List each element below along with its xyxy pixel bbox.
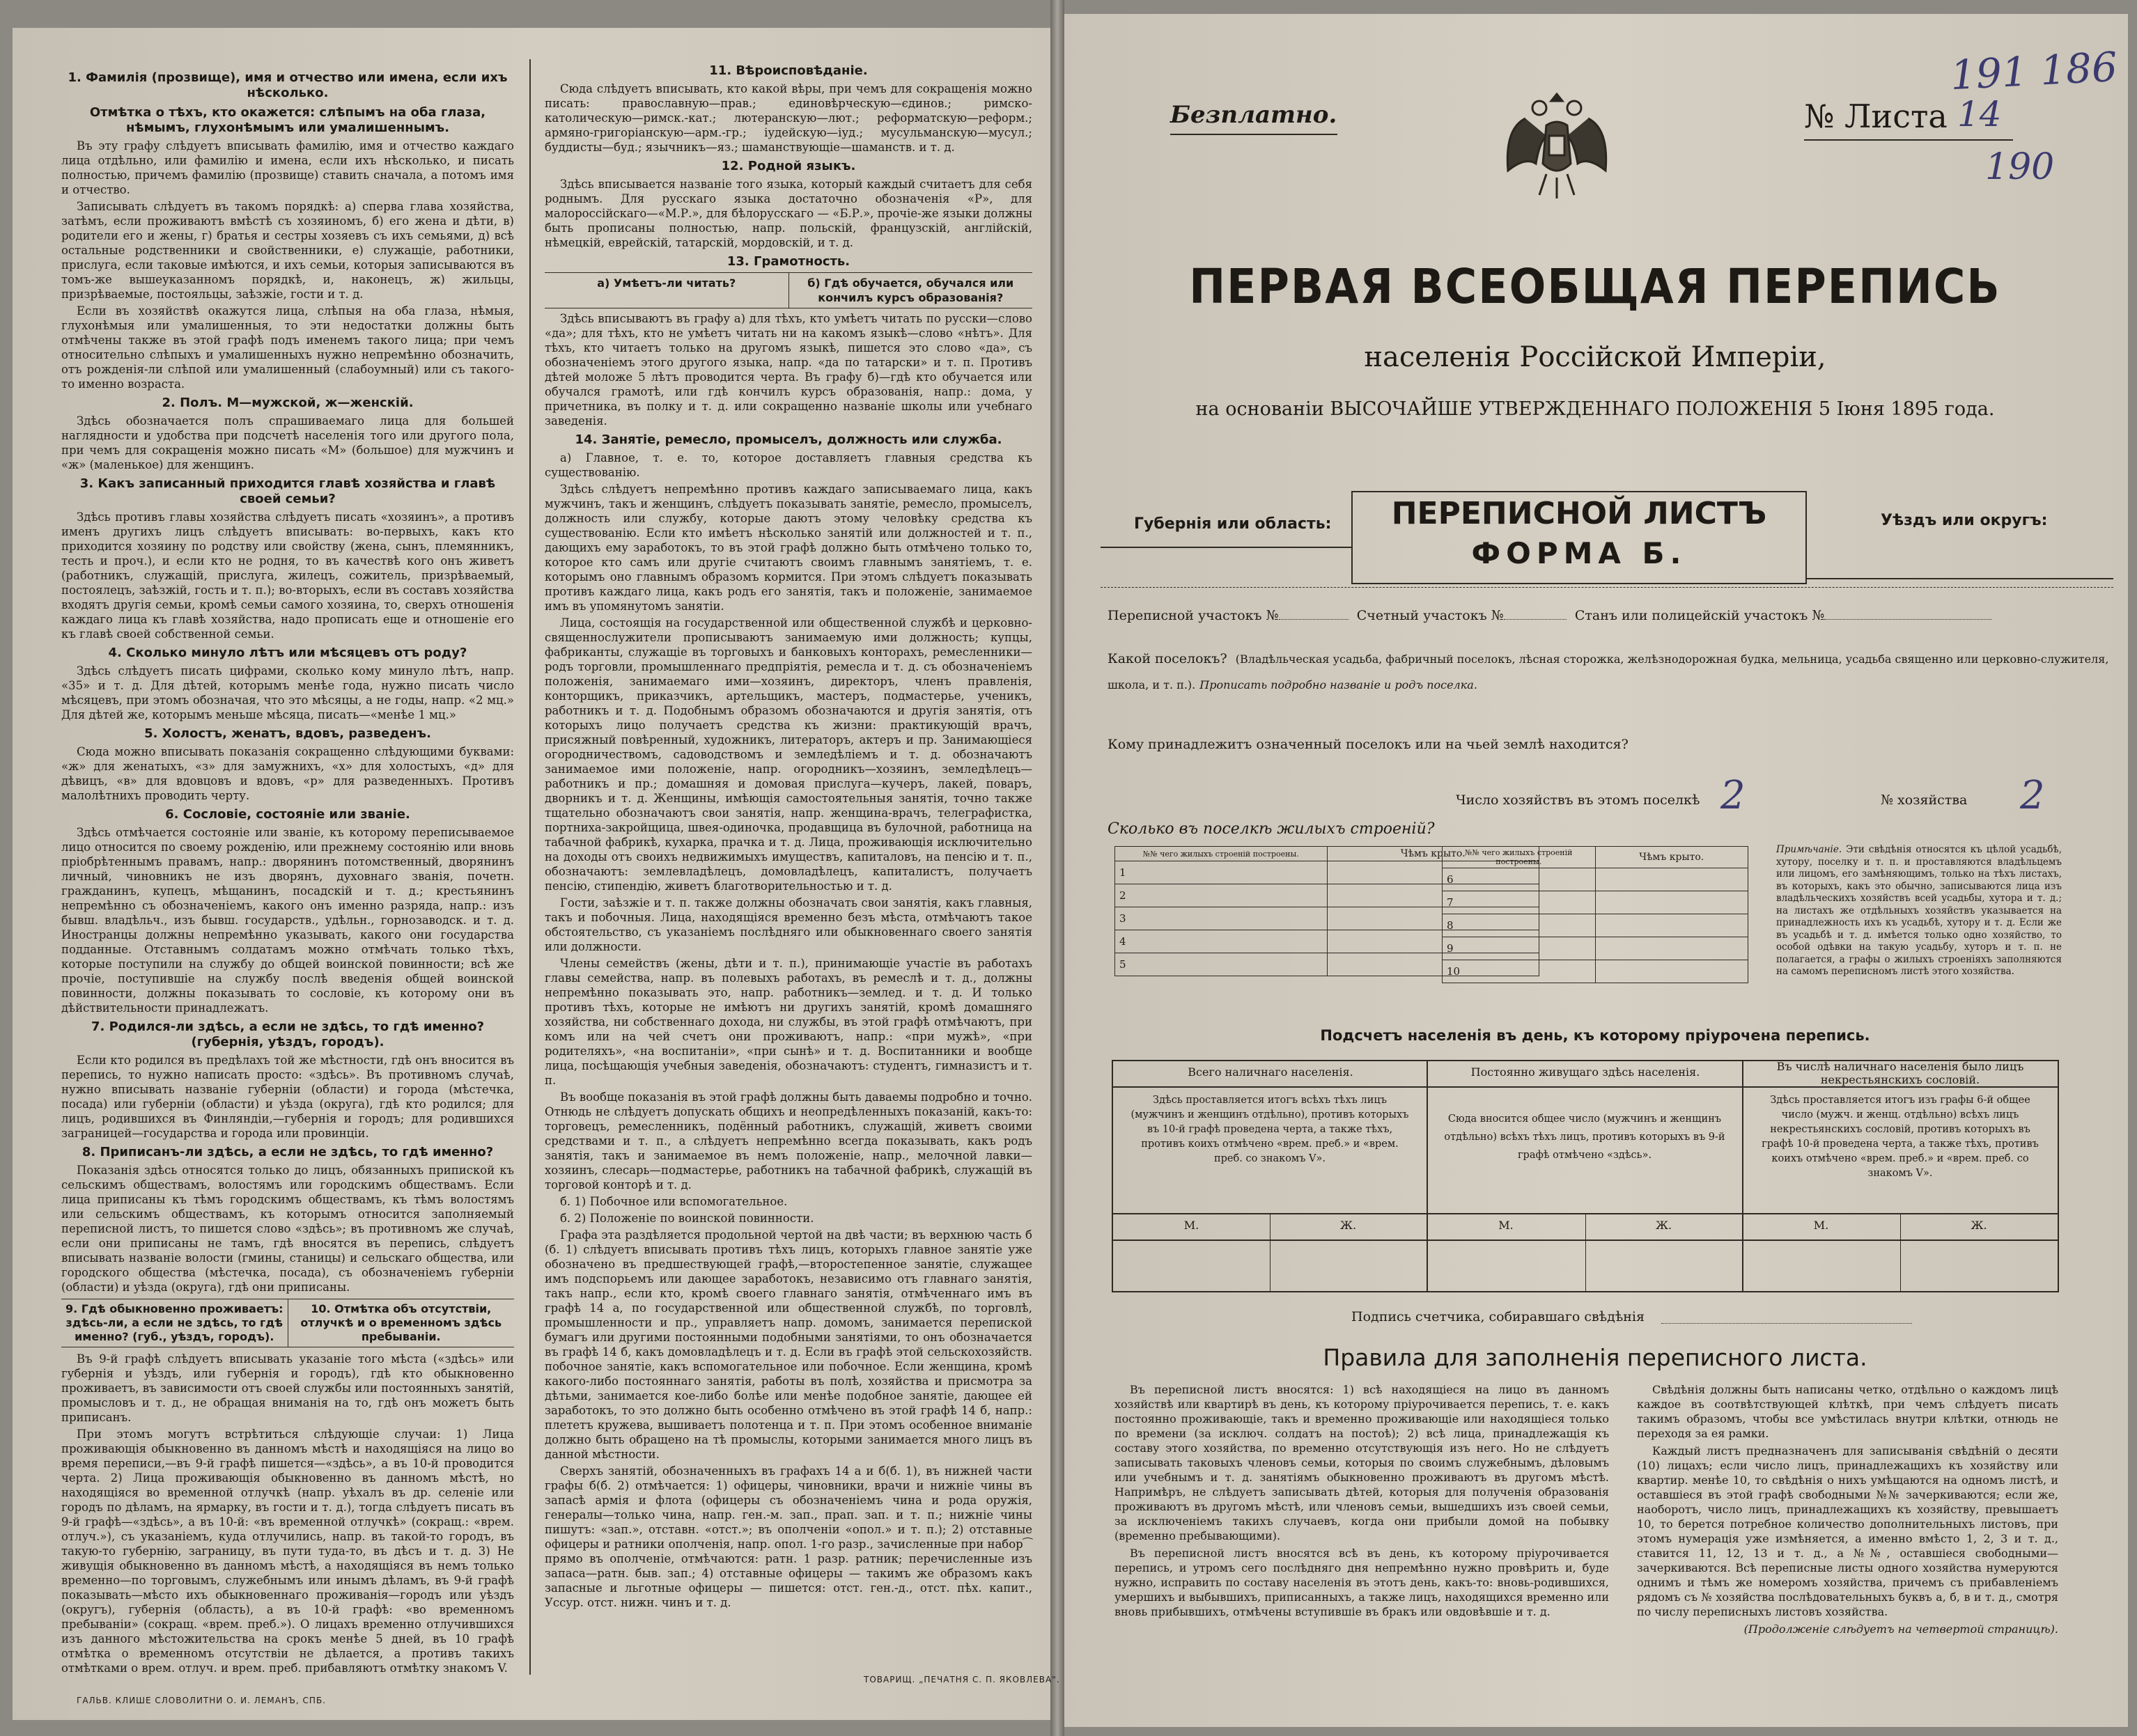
count-col-sep	[1742, 1061, 1743, 1291]
bld-row[interactable]: 6	[1443, 868, 1596, 891]
instruction-paragraph: Въ 9-й графѣ слѣдуетъ вписывать указаніе того мѣста («здѣсь» или губернія и уѣздъ, или губернія и городъ), гдѣ кто обыкновенно проживаетъ, въ зависимости отъ своей службы или постоянныхъ занятій, промысловъ и т. д., не обращая вниманія на то, гдѣ онъ можетъ быть приписанъ.	[61, 1352, 514, 1424]
instruction-paragraph: Записывать слѣдуетъ въ такомъ порядкѣ: а) сперва глава хозяйства, затѣмъ, если проживаютъ вмѣстѣ съ хозяиномъ, б) его жена и дѣти, в) родители его и жены, г) братья и сестры хозяевъ съ ихъ семьями, д) всѣ остальные родственники и свойственники, е) служащіе, работники, прислуга, если таковые имѣются, и ихъ семьи, которыя записываются въ томъ-же вышеуказанномъ порядкѣ, и, наконецъ, ж) жильцы, призрѣваемые, постояльцы, заѣзжіе, гости и т. д.	[61, 200, 514, 301]
instructions-column-1	[61, 66, 514, 1678]
literacy-subheader	[545, 272, 1032, 308]
literacy-sub-a: а) Умѣетъ-ли читать?	[545, 273, 789, 308]
literacy-sub-b: б) Гдѣ обучается, обучался или кончилъ курсъ образованія?	[807, 276, 1014, 304]
free-underline	[1170, 134, 1337, 135]
rules-paragraph: Въ переписной листъ вносятся всѣ въ день, къ которому пріурочивается перепись, и утромъ сего послѣдняго дня непремѣнно нужно провѣрить и, буде нужно, исправить по составу населенія въ этотъ день, какъ-то: вновь-родившихся, умершихъ и выбывшихъ, приписанныхъ, а также лицъ, находящихся временно или вновь прибывшихъ, отмѣчены вступившіе въ бракъ или овдовѣвшіе и т. д.	[1114, 1547, 1609, 1618]
form-title: ПЕРЕПИСНОЙ ЛИСТЪ	[1391, 496, 1767, 531]
bld-roof-cell[interactable]	[1595, 891, 1748, 914]
instructions-column-2	[545, 59, 1032, 1612]
free-label: Безплатно.	[1170, 101, 1337, 129]
census-title: ПЕРВАЯ ВСЕОБЩАЯ ПЕРЕПИСЬ	[1189, 258, 2001, 315]
note-text: Эти свѣдѣнія относятся къ цѣлой усадьбѣ, хутору, поселку и т. п. и проставляются владѣльцемъ или лицомъ, его замѣняющимъ, только на тѣхъ листахъ, въ которыхъ, какъ это обычно, записываются лица изъ владѣльческихъ хозяйствъ всей усадьбы, хутора и т. д.; на листахъ же отдѣльныхъ хозяйствъ указывается на принадлежность ихъ къ усадьбѣ, хутору и т. д. Если же въ усадьбѣ и т. д. имѣется только одно хозяйство, то особой одѣвки на такую усадьбу, хуторъ и т. п. не полагается, а графы о жилыхъ строеніяхъ заполняются на самомъ переписномъ листѣ этого хозяйства.	[1776, 844, 2062, 977]
instruction-heading: 4. Сколько минуло лѣтъ или мѣсяцевъ отъ роду?	[108, 646, 467, 660]
buildings-label: Сколько въ поселкѣ жилыхъ строеній?	[1108, 820, 1435, 838]
count-col-text-2: Сюда вносится общее число (мужчинъ и женщинъ отдѣльно) всѣхъ тѣхъ лицъ, противъ которыхъ въ 9-й графѣ отмѣчено «здѣсь».	[1444, 1113, 1725, 1161]
household-no-value: 2	[2020, 773, 2045, 818]
bld-header-1: №№ чего жилыхъ строеній построены.	[1443, 847, 1596, 868]
note-title: Примѣчаніе.	[1776, 844, 1842, 855]
household-no-label: № хозяйства	[1881, 792, 1968, 808]
count-zh-label: Ж.	[1655, 1219, 1672, 1232]
instruction-paragraph: Здѣсь слѣдуетъ непремѣнно противъ каждаго записываемаго лица, какъ мужчинъ, такъ и женщинъ, слѣдуетъ показывать занятіе, ремесло, промыселъ, должность или службу, которые даютъ этому человѣку средства къ существованію. Если кто имѣетъ нѣсколько занятій или должностей и т. п., дающихъ ему заработокъ, то въ этой графѣ должно быть отмѣчено только то, которое кто самъ или другіе считаютъ своимъ главнымъ занятіемъ, т. е. которымъ оно главнымъ образомъ кормится. При этомъ слѣдуетъ показывать противъ каждаго лица, какъ родъ его занятія, такъ и положеніе, занимаемое имъ въ упомянутомъ занятіи.	[545, 483, 1032, 613]
instruction-paragraph: Здѣсь отмѣчается состояніе или званіе, къ которому переписываемое лицо относится по своему рожденію, или прежнему состоянію или вновь пріобрѣтеннымъ правамъ, напр.: дворянинъ потомственный, дворянинъ личный, чиновникъ не изъ дворянъ, духовнаго званія, почетн. гражданинъ, купецъ, мѣщанинъ, посадскій и т. д.; крестьянинъ непремѣнно съ обозначеніемъ, какого онъ именно разряда, напр.: изъ бывш. владѣльч., изъ бывш. государств., удѣльн., горнозаводск. и т. д. Иностранцы должны непремѣнно указывать, какого они государства подданные. Отставнымъ солдатамъ можно отмѣчать только тѣхъ, которые поступили на службу до общей воинской повинности; всѣ же прочіе, поступившіе на службу послѣ введенія общей воинской повинности, должны показывать то сословіе, къ которому они въ дѣйствительности принадлежатъ.	[61, 826, 514, 1015]
count-zh-label: Ж.	[1971, 1219, 1987, 1232]
instruction-paragraph: Лица, состоящія на государственной или общественной службѣ и церковно-священнослужители прописываютъ занимаемую ими должность; купцы, фабриканты, служащіе въ торговыхъ и банковыхъ конторахъ, ремесленники—родъ торговли, промышленнаго предпріятія, ремесла и т. д. съ обозначеніемъ положенія, занимаемаго ими—хозяинъ, директоръ, членъ правленія, конторщикъ, приказчикъ, артельщикъ, мастеръ, подмастерье, ученикъ, работникъ и т. д. Подобнымъ образомъ обозначаются и другія занятія, отъ которыхъ лицо получаетъ средства къ жизни: практикующій врачъ, присяжный повѣренный, художникъ, литераторъ, актеръ и пр. Занимающіеся огородничествомъ, садоводствомъ и земледѣліемъ и т. д. обозначаютъ занимаемое ими положеніе, напр. огородникъ—хозяинъ, земледѣлецъ—работникъ и пр.; домашняя и домовая прислуга—кучеръ, лакей, поваръ, дворникъ и т. д. Женщины, имѣющія самостоятельныя занятія, точно также тщательно обозначаютъ свои занятія, напр. женщина-врачъ, телеграфистка, портниха-закройщица, швея-одиночка, продавщица въ булочной, работница на табачной фабрикѣ, кухарка, прачка и т. д. Лица, проживающія исключительно на доходы отъ своихъ недвижимыхъ имуществъ, капиталовъ, на пенсію и т. п., обозначаютъ: землевладѣлецъ, домовладѣлецъ, капиталистъ, получаетъ пенсію, стипендію, живетъ благотворительностью и т. д.	[545, 616, 1032, 893]
count-col-text-1: Здѣсь проставляется итогъ всѣхъ тѣхъ лицъ (мужчинъ и женщинъ отдѣльно), противъ которыхъ въ 10-й графѣ проведена черта, а также тѣхъ, противъ коихъ отмѣчено «врем. преб.» и «врем. преб. со знакомъ V».	[1130, 1095, 1409, 1164]
bld-row[interactable]: 7	[1443, 891, 1596, 914]
poselok-hint-2: Прописать подробно названіе и родъ поселка.	[1199, 678, 1477, 691]
count-header-line	[1113, 1086, 2058, 1088]
instruction-paragraph: Показанія здѣсь относятся только до лицъ, обязанныхъ припиской къ сельскимъ обществамъ, волостямъ или городскимъ обществамъ. Если лица приписаны къ тѣмъ городскимъ обществамъ, къ тѣмъ волостямъ или сельскимъ обществамъ, къ которымъ относится заполняемый переписной листъ, то пишется слово «здѣсь»; въ противномъ же случаѣ, если они приписаны не тамъ, гдѣ вносятся въ перепись, слѣдуетъ вписывать названіе волости (гмины, станицы) и сельскаго общества, или городского общества (мѣстечка, посада), съ обозначеніемъ губерніи (области) и уѣзда (округа), гдѣ они приписаны.	[61, 1164, 514, 1294]
bld-header-2: Чѣмъ крыто.	[1595, 847, 1748, 868]
instruction-paragraph: Здѣсь противъ главы хозяйства слѣдуетъ писать «хозяинъ», а противъ именъ другихъ лицъ слѣдуетъ вписывать: во-первыхъ, какъ кто приходится хозяину по родству или свойству (жена, сынъ, племянникъ, тесть и проч.), и если кто не родня, то въ качествѣ кого онъ живетъ (работникъ, служащій, прислуга, жилецъ, сожитель, призрѣваемый, постоялецъ, заѣзжій, гость и т. п.); во-вторыхъ, если въ составъ хозяйства входятъ другія семьи, кромѣ семьи самого хозяина, то, сверхъ отношенія каждаго лица къ главѣ хозяйства, надо прописать еще и отношеніе его къ главѣ своей собственной семьи.	[61, 510, 514, 641]
bld-roof-cell[interactable]	[1595, 914, 1748, 937]
uchastok-field[interactable]	[1279, 619, 1349, 620]
instruction-paragraph: Если въ хозяйствѣ окажутся лица, слѣпыя на оба глаза, нѣмыя, глухонѣмыя или умалишенныя, то эти недостатки должны быть отмѣчены также въ этой графѣ подъ именемъ такого лица; при чемъ относительно слѣпыхъ и умалишенныхъ нужно непремѣнно обозначить, отъ рожденія-ли слѣпой или умалишенный (слабоумный) или съ такого-то именно возраста.	[61, 304, 514, 391]
bld-row[interactable]: 8	[1443, 914, 1596, 937]
form-type: ФОРМА Б.	[1471, 536, 1687, 570]
gubernia-line	[1101, 547, 1351, 548]
schetnyi-field[interactable]	[1504, 619, 1567, 620]
count-col-text-3: Здѣсь проставляется итогъ изъ графы 6-й общее число (мужч. и женщ. отдѣльно) всѣхъ лицъ некрестьянскихъ сословій, противъ которыхъ въ графѣ 10-й проведена черта, а также тѣхъ, противъ коихъ отмѣчено «врем. преб.» и «врем. преб. со знакомъ V».	[1762, 1095, 2039, 1179]
printer-footer-right: ТОВАРИЩ. „ПЕЧАТНЯ С. П. ЯКОВЛЕВА".	[864, 1675, 1060, 1684]
uchastok-label: Переписной участокъ №	[1108, 608, 1279, 623]
instruction-paragraph: Сюда слѣдуетъ вписывать, кто какой вѣры, при чемъ для сокращенія можно писать: православную—прав.; единовѣрческую—єдинов.; римско-католическую—римск.-кат.; лютеранскую—лют.; реформатскую—реформ.; армяно-григоріанскую—арм.-гр.; іудейскую—іуд.; мусульманскую—мусул.; буддисты—буд.; язычникъ—яз.; шаманствующіе—шаманств. и т. д.	[545, 82, 1032, 154]
instruction-paragraph: Сверхъ занятій, обозначенныхъ въ графахъ 14 а и б(б. 1), въ нижней части графы б(б. 2) отмѣчается: 1) офицеры, чиновники, врачи и нижніе чины въ запасѣ армія и флота (офицеры съ обозначеніемъ чина и рода оружія, генералы—только чина, напр. ген.-м. зап., прап. зап. и т. п.; нижніе чины пишутъ: «зап.», отставн. «отст.»; въ ополченіи «опол.» и т. п.); 2) отставные офицеры и ратники ополченія, напр. опол. 1-го разр., зачисленные при набор⁀ прямо въ ополченіе, отмѣчаются: ратн. 1 разр. ратник; перечисленные изъ запаса—ратн. быв. зап.; 4) отставные офицеры — такимъ же образомъ какъ запасные и льготные офицеры — пишется: отст. ген.-д., отст. пѣх. капит., Уссур. отст. нижн. чинъ и т. д.	[545, 1464, 1032, 1609]
bld-roof-cell[interactable]	[1595, 868, 1748, 891]
instruction-heading: 11. Вѣроисповѣданіе.	[709, 63, 868, 78]
count-title: Подсчетъ населенія въ день, къ которому пріурочена перепись.	[1320, 1027, 1870, 1044]
count-m-label: М.	[1183, 1219, 1199, 1232]
instruction-heading: 5. Холостъ, женатъ, вдовъ, разведенъ.	[144, 726, 431, 741]
uezd-line	[1807, 578, 2113, 579]
instruction-paragraph: б. 1) Побочное или вспомогательное.	[560, 1195, 788, 1208]
continued-note: (Продолженіе слѣдуетъ на четвертой страницѣ).	[1743, 1622, 2058, 1636]
instruction-heading: 8. Приписанъ-ли здѣсь, а если не здѣсь, то гдѣ именно?	[81, 1145, 494, 1159]
count-zh-label: Ж.	[1339, 1219, 1357, 1232]
handwritten-list-number-2: 190	[1985, 146, 2055, 188]
instruction-paragraph: Въ вообще показанія въ этой графѣ должны быть даваемы подробно и точно. Отнюдь не слѣдуетъ допускать общихъ и неопредѣленныхъ показаній, какъ-то: торговецъ, ремесленникъ, подённый работникъ, служащій, живетъ своими средствами и т. п., а слѣдуетъ непремѣнно всегда показывать, какъ родъ занятія, такъ и занимаемое въ немъ положеніе, напр., мелочной лавки—хозяинъ, слесарь—подмастерье, работникъ на табачной фабрикѣ, служащій въ торговой конторѣ и т. д.	[545, 1090, 1032, 1191]
instruction-heading: 14. Занятіе, ремесло, промыселъ, должность или служба.	[575, 432, 1002, 447]
count-col-sep	[1427, 1061, 1428, 1291]
households-label: Число хозяйствъ въ этомъ поселкѣ	[1456, 792, 1700, 808]
instruction-heading: 12. Родной языкъ.	[721, 159, 856, 173]
instruction-paragraph: Если кто родился въ предѣлахъ той же мѣстности, гдѣ онъ вносится въ перепись, то нужно написать просто: «здѣсь». Въ противномъ случаѣ, нужно вписывать названіе губерніи (области) и города (мѣстечка, посада) или губерніи (области) и уѣзда (округа), гдѣ кто родился; для лицъ, родившихся въ Финляндіи,—губернія и городъ; для родившихся заграницей—государства и города или провинціи.	[61, 1054, 514, 1140]
instruction-heading: 3. Какъ записанный приходится главѣ хозяйства и главѣ своей семьи?	[79, 476, 496, 506]
instruction-paragraph: Здѣсь слѣдуетъ писать цифрами, сколько кому минуло лѣтъ, напр. «35» и т. д. Для дѣтей, которымъ менѣе года, нужно писать число мѣсяцевъ, при этомъ обозначая, что это мѣсяцы, а не годы, напр. «2 мц.» Для дѣтей же, которымъ меньше мѣсяца, писать—«менѣе 1 мц.»	[61, 664, 514, 721]
handwritten-sheet-numbers: 191 186	[1949, 42, 2119, 100]
instruction-paragraph: Здѣсь вписываютъ въ графу а) для тѣхъ, кто умѣетъ читать по русски—слово «да»; для тѣхъ, кто не умѣетъ читать ни на какомъ языкѣ—слово «нѣтъ». Для тѣхъ, кто читаетъ только на другомъ языкѣ, пишется это слово «да», съ обозначеніемъ этого другого языка, напр. «да по татарски» и т. п. Противъ дѣтей моложе 5 лѣтъ проводится черта. Въ графу б)—гдѣ кто обучается или обучался грамотѣ, или гдѣ кончилъ курсъ образованія, напр.: дома, у причетника, въ полку и т. д. или сокращенно названіе школы или учебнаго заведенія.	[545, 312, 1032, 428]
count-col-header-1: Всего наличнаго населенія.	[1188, 1065, 1353, 1079]
bld-header-1: №№ чего жилыхъ строеній построены.	[1115, 847, 1328, 861]
poselok-hint: (Владѣльческая усадьба, фабричный поселокъ, лѣсная сторожка, желѣзнодорожная будка, мельница, усадьба священно или церковно-служителя, школа, и т. п.).	[1108, 652, 2109, 691]
column-separator	[529, 59, 531, 1675]
instruction-paragraph: Здѣсь обозначается полъ спрашиваемаго лица для большей наглядности и удобства при подсчетѣ населенія того или другого пола, при чемъ для сокращенія можно писать «М» (большое) для мужчинъ и «ж» (маленькое) для женщинъ.	[61, 414, 514, 471]
buildings-note	[1776, 844, 2062, 978]
bld-row[interactable]: 10	[1443, 960, 1596, 983]
absence-heading: 10. Отмѣтка объ отсутствіи, отлучкѣ и о временномъ здѣсь пребываніи.	[300, 1302, 502, 1343]
owner-label: Кому принадлежитъ означенный поселокъ или на чьей землѣ находится?	[1108, 737, 1629, 752]
instruction-paragraph: Сюда можно вписывать показанія сокращенно слѣдующими буквами: «ж» для женатыхъ, «з» для замужнихъ, «х» для холостыхъ, «д» для дѣвицъ, «в» для вдовцовъ и вдовъ, «р» для разведенныхъ. Противъ малолѣтнихъ проводить черту.	[61, 745, 514, 802]
list-number-label: № Листа	[1804, 97, 1948, 135]
poselok-label: Какой поселокъ?	[1108, 651, 1227, 666]
stan-field[interactable]	[1824, 619, 1991, 620]
header-divider	[1101, 587, 2113, 588]
signature-label: Подпись счетчика, собиравшаго свѣдѣнія	[1351, 1309, 1645, 1324]
residence-heading: 9. Гдѣ обыкновенно проживаетъ: здѣсь-ли, а если не здѣсь, то гдѣ именно? (губ., уѣздъ, городъ).	[61, 1299, 288, 1347]
instruction-paragraph: Въ эту графу слѣдуетъ вписывать фамилію, имя и отчество каждаго лица отдѣльно, или фамилію и имена, если ихъ нѣсколько, и писать полностью, причемъ фамилію (прозвище) ставить сначала, а потомъ имя и отчество.	[61, 139, 514, 196]
bld-row[interactable]: 4	[1115, 930, 1328, 953]
rules-title: Правила для заполненія переписного листа.	[1323, 1344, 1867, 1371]
printer-footer-left: ГАЛЬВ. КЛИШЕ СЛОВОЛИТНИ О. И. ЛЕМАНЪ, СПБ.	[77, 1696, 327, 1705]
rules-paragraph: Въ переписной листъ вносятся: 1) всѣ находящіеся на лицо въ данномъ хозяйствѣ или квартирѣ въ день, къ которому пріурочивается перепись, т. е. какъ постоянно проживающіе, такъ и временно проживающіе или находящіеся только по времени (за исключ. солдатъ на постоѣ); 2) всѣ лица, принадлежащія къ составу этого хозяйства, по временно отсутствующія изъ него. Но не слѣдуетъ записывать таковыхъ членовъ семьи, которыя по своимъ служебнымъ, дѣловымъ или учебнымъ и т. д. занятіямъ обыкновенно проживаютъ въ другомъ мѣстѣ. Напримѣръ, не слѣдуетъ записывать дѣтей, которыя для полученія образованія проживаютъ въ другомъ мѣстѣ, или членовъ семьи, вышедшихъ изъ своей семьи, за исключеніемъ такихъ случаевъ, когда они прибыли домой на побывку (временно пребывающими).	[1114, 1383, 1609, 1542]
handwritten-list-number: 14	[1957, 94, 2002, 134]
bld-roof-cell[interactable]	[1595, 960, 1748, 983]
schetnyi-label: Счетный участокъ №	[1356, 608, 1504, 623]
bld-roof-cell[interactable]	[1595, 937, 1748, 960]
instruction-heading: 2. Полъ. М—мужской, ж—женскій.	[162, 396, 414, 410]
rules-column-left	[1114, 1382, 1609, 1619]
signature-line[interactable]	[1661, 1323, 1912, 1324]
bld-row[interactable]: 1	[1115, 861, 1328, 884]
instruction-heading: 1. Фамилія (прозвище), имя и отчество или имена, если ихъ нѣсколько.	[68, 70, 508, 100]
instruction-heading: 7. Родился-ли здѣсь, а если не здѣсь, то гдѣ именно? (губернія, уѣздъ, городъ).	[91, 1019, 485, 1049]
uchastok-row	[1108, 608, 1991, 623]
rules-paragraph: Свѣдѣнія должны быть написаны четко, отдѣльно о каждомъ лицѣ каждое въ соотвѣтствующей клѣткѣ, при чемъ слѣдуетъ писать такимъ образомъ, чтобы все умѣстилась внутри клѣтки, отнюдь не переходя за ея рамки.	[1637, 1383, 2058, 1440]
instruction-heading: Отмѣтка о тѣхъ, кто окажется: слѣпымъ на оба глаза, нѣмымъ, глухонѣмымъ или умалишеннымъ.	[89, 105, 486, 135]
instruction-paragraph: б. 2) Положеніе по воинской повинности.	[560, 1212, 814, 1225]
count-m-label: М.	[1498, 1219, 1514, 1232]
bld-row[interactable]: 9	[1443, 937, 1596, 960]
imperial-eagle-emblem	[1498, 80, 1616, 205]
instruction-paragraph: Гости, заѣзжіе и т. п. также должны обозначать свои занятія, какъ главныя, такъ и побочныя. Лица, находящіяся временно безъ мѣста, отмѣчаютъ такое обстоятельство, съ указаніемъ послѣдняго или обыкновеннаго своего занятія или должности.	[545, 896, 1032, 953]
instruction-heading: 13. Грамотность.	[726, 254, 850, 269]
stan-label: Станъ или полицейскій участокъ №	[1574, 608, 1825, 623]
instruction-paragraph: Члены семействъ (жены, дѣти и т. п.), принимающіе участіе въ работахъ главы семейства, напр. въ полевыхъ работахъ, въ ремеслѣ и т. д., должны непремѣнно показывать это, напр. работникъ—землед. и т. д. И только противъ тѣхъ, которые не имѣютъ ни другихъ занятій, кромѣ домашняго хозяйства, ни собственнаго дохода, ни службы, въ этой графѣ отмѣчаютъ, при комъ или на чей счетъ они проживаютъ, напр.: «при мужѣ», «при родителяхъ», «на воспитаніи», «при сынѣ» и т. д. Воспитанники и вообще лица, посѣщающія учебныя заведенія, обозначаютъ: студентъ, гимназистъ и т. п.	[545, 957, 1032, 1087]
rules-paragraph: Каждый листъ предназначенъ для записыванія свѣдѣній о десяти (10) лицахъ; если число лицъ, принадлежащихъ къ хозяйству или квартир. менѣе 10, то свѣдѣнія о нихъ умѣщаются на одномъ листѣ, и оставшіеся въ этой графѣ свободными №№ зачеркиваются; если же, наоборотъ, число лицъ, принадлежащихъ къ хозяйству, превышаетъ 10, то берется потребное количество дополнительныхъ листовъ, при этомъ нумерація уже измѣняется, а именно вмѣсто 1, 2, 3 и т. д., ставится 11, 12, 13 и т. д., а №№, оставшіеся свободными—зачеркиваются. Всѣ переписные листы одного хозяйства нумеруются однимъ и тѣмъ же номеромъ хозяйства, причемъ съ прибавленіемъ рядомъ съ № хозяйства послѣдовательныхъ буквъ а, б, в и т. д., смотря по числу переписныхъ листовъ хозяйства.	[1637, 1444, 2058, 1618]
count-col-header-3: Въ числѣ наличнаго населенія было лицъ некрестьянскихъ сословій.	[1776, 1060, 2024, 1086]
instruction-paragraph: При этомъ могутъ встрѣтиться слѣдующіе случаи: 1) Лица проживающія обыкновенно въ данномъ мѣстѣ и находящіяся на лицо во время переписи,—въ 9-й графѣ пишется—«здѣсь», а въ 10-й проводится черта. 2) Лица проживающія обыкновенно въ данномъ мѣстѣ, но находящіяся во временной отлучкѣ (напр. уѣхалъ въ др. селеніе или городъ по дѣламъ, на ярмарку, въ гости и т. д.), тогда слѣдуетъ писать въ 9-й графѣ—«здѣсь», а въ 10-й: «въ временной отлучкѣ» (сокращ.: «врем. отлуч.»), съ указаніемъ, куда отлучились, напр. въ такой-то городъ, въ такую-то губернію, заграницу, въ пути туда-то, въ дѣсъ и т. д. 3) Не живущія обыкновенно въ данномъ мѣстѣ, а находящіяся въ немъ только временно—по торговымъ, служебнымъ или инымъ дѣламъ, въ 9-й графѣ показывать—мѣсто ихъ обыкновеннаго проживанія—городъ или уѣздъ (округъ), губернія (область), а въ 10-й графѣ: «во временномъ пребываніи» (сокращ. «врем. преб.»). О лицахъ временно отлучившихся изъ данного мѣстожительства на срокъ менѣе 5 дней, въ 10 графѣ отмѣтка о временномъ отсутствіи не дѣлается, а противъ такихъ отмѣтками о врем. отлуч. и врем. преб. прибавляютъ отмѣтку знакомъ V.	[61, 1428, 514, 1675]
instruction-heading: 6. Сословіе, состояніе или званіе.	[165, 807, 410, 822]
census-subtitle: населенія Россійской Имперіи,	[1364, 341, 1826, 373]
census-basis: на основаніи ВЫСОЧАЙШЕ УТВЕРЖДЕННАГО ПОЛОЖЕНІЯ 5 Іюня 1895 года.	[1195, 398, 1995, 420]
rules-column-right	[1637, 1382, 2058, 1636]
uezd-label: Уѣздъ или округъ:	[1881, 512, 2048, 529]
instruction-paragraph: а) Главное, т. е. то, которое доставляетъ главныя средства къ существованію.	[545, 451, 1032, 479]
count-col-header-2: Постоянно живущаго здѣсь населенія.	[1470, 1065, 1700, 1079]
buildings-table-right	[1442, 846, 1748, 983]
poselok-block	[1108, 646, 2111, 698]
list-number-underline	[1804, 139, 2013, 141]
instruction-paragraph: Здѣсь вписывается названіе того языка, который каждый считаетъ для себя роднымъ. Для русскаго языка достаточно обозначенія «Р», для малороссійскаго—«М.Р.», для бѣлорусскаго — «Б.Р.», прочіе-же языки должны быть прописаны полностью, напр. польскій, французскій, англійскій, нѣмецкій, еврейскій, татарскій, мордовскій, и т. д.	[545, 178, 1032, 249]
count-table	[1112, 1060, 2059, 1292]
residence-subheader	[61, 1299, 514, 1347]
instruction-paragraph: Графа эта раздѣляется продольной чертой на двѣ части; въ верхнюю часть б (б. 1) слѣдуетъ вписывать противъ тѣхъ лицъ, которыхъ главное занятіе уже обозначено въ предшествующей графѣ,—второстепенное занятіе, служащее имъ подспорьемъ или дающее заработокъ, независимо отъ главнаго занятія, такъ напр., если кто, кромѣ своего главнаго занятія, отмѣченнаго имъ въ графѣ 14 а, по государственной или общественной службѣ, по торговлѣ, промышленности и пр., управляетъ напр. домомъ, занимается перепиской бумагъ или другими постоянными подобными занятіями, то онъ обозначается въ графѣ 14 б, какъ домовладѣлецъ и т. д. Если въ графѣ этой сельскохозяйств. побочное занятіе, какъ вспомогательное или побочное. Если женщина, кромѣ какого-либо постояннаго занятія, работы въ полѣ, хозяйства и присмотра за дѣтьми, занимается кое-либо болѣе или менѣе подобное занятіе, дающее ей заработокъ, то это должно быть особенно отмѣчено въ этой графѣ 14 б, напр.: плететъ кружева, вышиваетъ полотенца и т. п. При этомъ особенное вниманіе должно быть обращено на тѣ промыслы, которыми занимается много лицъ въ данной мѣстности.	[545, 1228, 1032, 1461]
count-m-label: М.	[1813, 1219, 1829, 1232]
gubernia-label: Губернія или область:	[1134, 515, 1332, 533]
bld-row[interactable]: 3	[1115, 907, 1328, 930]
households-value: 2	[1720, 773, 1746, 818]
bld-row[interactable]: 2	[1115, 884, 1328, 907]
bld-row[interactable]: 5	[1115, 953, 1328, 976]
bld-header-2: Чѣмъ крыто.	[1327, 847, 1539, 861]
